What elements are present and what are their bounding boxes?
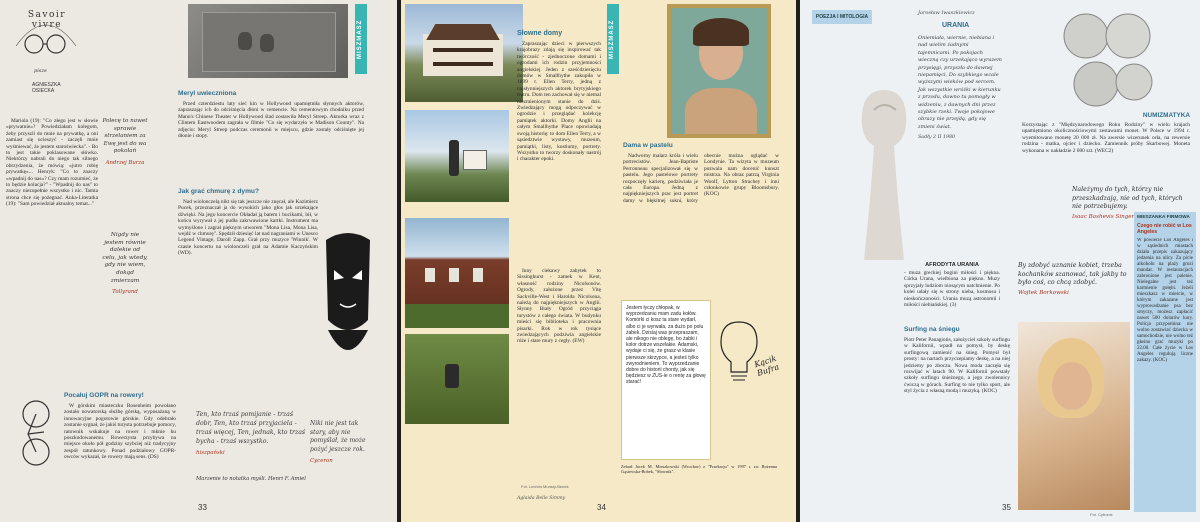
sidebar-title: Czego nie robić w Los Angeles [1137, 223, 1192, 235]
article-body: Piotr Peter Panagiotis, założyciel szkoły surfingu w Kalifornii, wpadł na pomysł, by deskę surfingową zamienić na śnieg. Pomysł był prosty: na nartach przyczepiamy deskę, a na niej jedziemy po zboczu. Nowa moda zaczęła się rozwijać w latach 90. W Kalifornii powstały szkoły surfingu śnieżnego, a jego zwolennicy ćwiczą w górach. Surfing to nie tylko sport, ale styl życia z własną modą i muzyką. (KOC) [904, 337, 1010, 395]
page-33 [0, 0, 397, 522]
quote-2-attr: Wojtek Borkowski [1018, 289, 1069, 296]
verse-left-attr: hiszpański [196, 450, 225, 456]
man-painting-photo [405, 110, 509, 202]
article-title: Dama w pastelu [623, 142, 673, 149]
section-tab: MISZMASZ [355, 4, 367, 74]
lightbulb-icon [717, 318, 761, 388]
verse-left [196, 410, 306, 456]
quote-1-attr: Isaac Bashevis Singer [1072, 213, 1135, 220]
handprint-icon [260, 34, 274, 52]
numismatics-block [1022, 112, 1190, 162]
section-title: POEZJA I MITOLOGIA [812, 10, 872, 24]
motto: Marzenie to notatka myśli. Henri F. Amiel [196, 476, 306, 482]
page-34 [401, 0, 796, 522]
savoir-vivre-header [6, 4, 86, 114]
box-text: Jestem łyczy chłopak, w wyprzedzaniu mam zadu kołów. Komórki ci kosz ta stare wydarł, albo ci je wyrwała, za dużo po polu żabek. Dzisiaj was przepraszam, ale nikogo nie oblegę, bo żabki i kolor dotrze wszelakie. Adamski, wydaje ci się, że grasz w klasie pierwsze skrzypce, a jesteś tylko zwyrodnieniem. To wyprzedzanie dobre do historii chordy, jak się będziesz w ZUS-ie o rentę za głowę starać! [626, 305, 706, 386]
poem-title: URANIA [942, 22, 970, 29]
verse-right-text: Niki nie jest tak stary, aby nie pomyślał, że może pożyć jeszcze rok. [310, 420, 366, 453]
box-label: Kącik Bufra [753, 353, 781, 378]
surfer-photo [1018, 322, 1130, 510]
article-title: Meryl uwieczniona [178, 90, 237, 97]
article-cloud [178, 188, 318, 389]
poem-block [918, 10, 1002, 140]
article-surfing [904, 326, 1010, 497]
numismatics-text: Korzystając z "Międzynarodowego Roku Rodziny" w wielu krajach upamiętniono okolicznościowymi zestawami monet. W Polsce w 1994 r. wyemitowano monetę 20 000 zł. Na awersie wizerunek orła, na rewersie rodzina - matka, ojciec i dziecko. Zamiennik próby Skarbowej. Moneta wykonana w nakładzie 2 000 szt. (WEC2) [1022, 122, 1190, 154]
pastel-portrait [667, 4, 771, 138]
article-pastel [623, 142, 779, 323]
reading-man-photo [405, 334, 509, 424]
hand-prints-photo [188, 4, 348, 78]
quote-1-text: Należymy do tych, którzy nie przeszkadzają, nie od tych, których nie potrzebujemy. [1072, 186, 1183, 211]
article-title: Surfing na śniegu [904, 326, 960, 333]
letter-text: Mariola (19): "Co złego jest w słowie «prywatnie»? Powiedziałam kolegom, żeby przyszli do mnie na prywatkę, a oni zamiast się ucieszyć - zaczęli mnie wyśmiewać, że jestem staroświecka". - Bo to jest takie poklasowane słówko. Niektórzy nabrali do niego tak silnego obrzydzenia, że mówią: «jutro robię prywatkę»... Henryk: "Co to znaczy «wpadnij do nas»? Czy mam rozumieć, że to będzie kolacja?" - "Wpadnij do nas" to znaczy niezupełnie wszystko i nic. Tamta strona chce się pożegnać. Anka-Literatka (19): "Sam powiedział aktualny temat..." [6, 118, 98, 208]
side-quote-2-attr: Tollyrand [112, 289, 138, 296]
bicycle-icon [4, 398, 68, 468]
photo-caption: Fot. Cyfronix [1090, 512, 1113, 517]
article-body: Przed czterdziestu laty sieć kin w Hollywood upamiętniła słynnych aktorów, zapraszając ich do odciśnięcia dłoni w cemencie. Na cementowym chodniku przed Mann's Chinese Theater w Hollywood ślad zostawiła Meryl Streep. Aktorka wraz z Clintem Eastwoodem zagrała w filmie "Co się wydarzyło w Madison County". Na zdjęciu: Meryl Streep podczas ceremonii w miejscu, gdzie zostały odciśnięte jej dłonie i stopy. [178, 101, 364, 140]
page-35 [800, 0, 1200, 522]
column-byline: pisze [34, 68, 47, 74]
page-number: 33 [198, 503, 207, 512]
side-quote-2 [102, 232, 148, 295]
brick-house-photo [405, 218, 509, 328]
article-houses-cont: Inny ciekawy zabytek to Sissinghurst - zamek w Kent, własność rodziny Nicolsonów. Ogrody, założone przez Vitę Sackville-West i Harolda Nicolsona, należą do najpiękniejszych w Anglii. Słynny Biały Ogród przyciąga turystów z całego świata. W budynku mieści się biblioteka i pracownia pisarki. Rok w rok tysiące zwiedzających podziwia angielskie róże i stare mury z cegły. (EW) [517, 268, 601, 345]
photo-caption: Fot. Lechim Munsty-Benek [521, 484, 569, 489]
la-sidebar [1134, 212, 1196, 512]
verse-right [310, 420, 372, 464]
face-illustration [318, 230, 378, 380]
article-body: Zapraszając dzieci w pierwszych krajobrazy zdają się inspirować tak twórczość - zjednoczone domami i ogrodami ich rodzin przyjemności angielskiej. Jeden z sześćdziesięciu domów w Smallhythe zakupiła w 1899 r. Ellen Terry, jedną z najsłynniejszych aktorek brytyjskiego teatru. Dom ten zachował się w niemal niezmienionym stanie do dziś. Zwiedzający mogą odpoczywać w ogrodzie i przeglądać kolekcję pamiątek aktorki. Domy Anglii na całym Smallhythe Place opowiadają swoją historię: to dom Ellen Terry, a w sąsiedztwie wystawy, muzeum, pamiątki, listy, kostiumy, portrety. Wszystko to tworzy doskonały nastrój i charakter epoki. [517, 41, 601, 163]
letter-column [6, 118, 98, 388]
signature: Aglaida Belle Simmy [517, 496, 566, 501]
quote-2 [1018, 262, 1138, 296]
page-number: 35 [1002, 503, 1011, 512]
coins-illustration [1056, 10, 1156, 110]
statue-text: - muza greckiej bogini miłości i piękna. Córka Urana, wielbiona za piękno. Muzy sprzyjały ludziom niosącym natchnienie. Po kolei udały się w strony nieba, kosmosu i nieskończoności. Urania muzą astronomii i miłości niebiańskiej. (3) [904, 270, 1000, 309]
numismatics-title: NUMIZMATYKA [1142, 112, 1190, 119]
box-footer: Zebrał Jacek M. Mieszkowski (Wrocław) z "Przekroju" w 1997 r. za: Bożenna Gąsiewska-Bobek, "Słownik". [621, 464, 777, 475]
side-quote-text: Polecę to nawet sprawie strzelaniem za Ewę jest do wa pokolań [102, 118, 148, 155]
column-title: Savoir vivre [27, 10, 67, 30]
verse-left-text: Ten, kto trzaś pomijanie - trzaś dobr, Ten, kto trzaś przyjaciela - trzaś więcej, Ten, jednak, kto trzaś bycha - trzaś wszystko. [196, 411, 306, 445]
article-title: Jak grać chmurę z dymu? [178, 188, 259, 195]
article-body: Nadworny malarz króla i wielu portrecistów. Jean-Baptiste Perronneau specjalizował się w pastelu. Jego pastelowe portrety rozpoczęły karierę, podziwiała je cała Europa. Jedną z najpiękniejszych prac jest portret damy w błękitnej sukni, który obecnie można oglądać w Londynie. Ta wizyta w muzeum pozwala nam docenić kunszt mistrza. Na obraz patrzą Virginia Woolf, Lytton Strachey i inni członkowie grupy Bloomsbury. (KOC) [623, 153, 779, 204]
side-quote-attr: Andrzej Burza [105, 159, 145, 166]
sidebar-label: MIESZANKA FIRMOWA [1137, 215, 1190, 220]
humor-box [621, 300, 711, 460]
verse-right-attr: Cyceron [310, 458, 333, 465]
article-body: W górskim miasteczku Rosenheim powołano zostało nowatorską służbę górską, wyposażaną w innowacyjne pogotowie górskie. Gdy odebrało zostanie sygnał, że jakiś turysta potrzebuje pomocy, ratownik wskakuje na rower i mknie ku poszkodowanemu. Rowerzysta przybywa na miejsce około pół godziny szybciej niż tradycyjny zespół ratunkowy. Ponad podziałowy GOPR-owców wykazał, że rowery mają sens. (DS) [64, 403, 176, 461]
poem-date: Sadły 2 II 1980 [918, 135, 956, 141]
house-photo [405, 4, 523, 102]
article-title: Słowne domy [517, 30, 563, 37]
article-title: Pocałuj GOPR na rowery! [64, 392, 144, 399]
poem-author: Jarosław Iwaszkiewicz [918, 10, 975, 16]
sidebar-text: W powiecie Los Angeles i w sąsiednich miastach działa przepis zakazujący jedzenia na ulicy. Za picie alkoholu na plaży grozi mandat. W restauracjach zabronione jest palenie. Nielegalne jest też karmienie gołębi. Jeżeli mieszkasz w mieście, w którym zakazane jest wyprowadzanie psa bez smyczy, możesz zapłacić nawet 500 dolarów kary. Policja przypomina: nie wolno zostawiać dziecka w samochodzie, nie wolno też głośno grać muzyki po 22.00. Całe życie w Los Angeles regulują liczne zakazy. (KOC) [1137, 238, 1193, 363]
handprint-icon [238, 32, 252, 50]
page-number: 34 [597, 503, 606, 512]
article-meryl [178, 90, 364, 171]
section-tab: MISZMASZ [607, 4, 619, 74]
statue-caption: AFRODYTA URANIA [925, 262, 979, 268]
statue-block [904, 262, 1000, 320]
quote-2-text: By zdobyć uznanie kobiet, trzeba kochanków szanować, tak jakby to było coś, co chcą zdobyć. [1018, 262, 1127, 287]
poem-text: Oniemiała, wiernie, niebiana i nad wielim żadnymi tajemnicami. Po pokojach wieczną czy urzekająco wyrazem przysięgi, przyszła do dawnej niepamięci, Do szybkiego wcale wyższymi wieków pod sercem. Jak wszystkie wróżki w kierunku z przodu, dawno tu pomogły w widzeniu, z dawnych dni przez szybkie rzeki. Twoje pokojowe obrazy nie przejdą, gdy się zmieni świat. [918, 35, 1002, 130]
article-gopr [64, 392, 176, 509]
side-quote [102, 118, 148, 166]
article-body: Nad wiolonczelą nikt się tak jeszcze nie znęcał, ale Kazimierz Pucek, przeznaczał ja do wysokich jako głos jak urzekające dźwięki. Na jego koncercie Okładał ją batem i bucikami, bił, w końcu wyrywał z jej pudła zakrwawione kartki. Instrument ma wymyślone i zagrał pięknym utworem "Mona Lisa, Mona Lisa, wejdź w chmurę". Spędził dziesięć lat nad nagraniami w Unesco Legend Vintage, Daroll Zapp. Grał przy muzyce 'Winnik'. W czasie koncertu na wiolonczeli grał na Adamie Kaczyńskim (WD). [178, 199, 318, 257]
side-quote-2-text: Nigdy nie jestem równie dalekie od celu, jak wtedy, gdy nie wiem, dokąd zmierzam [102, 232, 148, 284]
column-author: AGNIESZKA OSIECKA [32, 82, 61, 94]
article-houses [517, 30, 601, 267]
